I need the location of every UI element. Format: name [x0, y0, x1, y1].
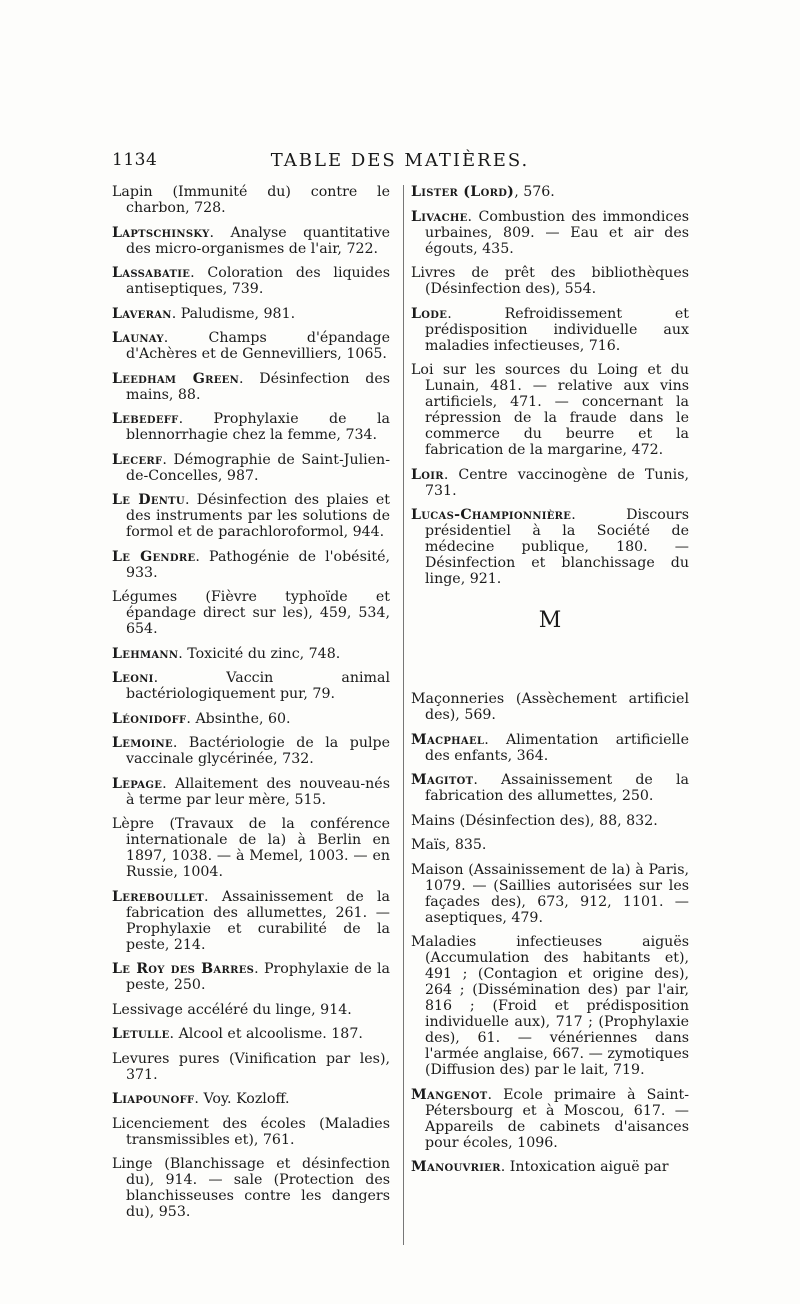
index-entry [411, 467, 689, 499]
index-entry [112, 589, 390, 637]
entry-author-name: Lehmann [112, 645, 179, 662]
entry-text: . Pathogénie de l'obésité, 933. [126, 548, 390, 581]
index-entry [411, 691, 689, 723]
index-entry [112, 711, 390, 727]
entry-text: . Alimentation artificielle des enfants, 364. [425, 731, 689, 764]
index-entry [112, 1051, 390, 1083]
entry-text: . Combustion des immondices urbaines, 809. — Eau et air des égouts, 435. [425, 208, 689, 257]
index-entry [411, 507, 689, 587]
index-entry [112, 330, 390, 362]
entry-author-name: Lode [411, 305, 448, 322]
entry-author-name: Le Roy des Barres [112, 961, 255, 977]
entry-text: . Refroidissement et prédisposition individuelle aux maladies infectieuses, 716. [425, 305, 689, 354]
index-entry [411, 813, 689, 829]
index-entry [411, 772, 689, 804]
entry-text: . Désinfection des plaies et des instruments par les solutions de formol et de parachloroformol, 944. [126, 492, 391, 540]
entry-text: Loi sur les sources du Loing et du Lunain, 481. — relative aux vins artificiels, 471. — concernant la répression de la fraude dans le commerce du beurre et la fabrication de la margarine, 472. [411, 362, 689, 458]
entry-author-name: Lecerf [112, 451, 163, 468]
entry-author-name: Le Gendre [112, 548, 196, 565]
entry-author-name: Launay [112, 330, 164, 346]
entry-author-name: Le Dentu [112, 492, 185, 508]
entry-text: Lapin (Immunité du) contre le charbon, 728. [112, 184, 390, 216]
index-entry [112, 776, 390, 808]
entry-text: . Voy. Kozloff. [194, 1091, 290, 1107]
entry-text: . Prophylaxie de la peste, 250. [126, 961, 390, 993]
entry-author-name: Lucas-Championnière [411, 507, 572, 523]
entry-text: . Champs d'épandage d'Achères et de Gennevilliers, 1065. [126, 330, 390, 362]
entry-author-name: Leoni [112, 670, 154, 686]
index-entry [112, 184, 390, 216]
entry-author-name: Magitot [411, 772, 474, 788]
entry-text: . Intoxication aiguë par [500, 1159, 669, 1175]
entry-text: . Alcool et alcoolisme. 187. [169, 1026, 363, 1042]
entry-author-name: Laveran [112, 305, 172, 322]
index-entry [112, 670, 390, 702]
entry-text: . Centre vaccinogène de Tunis, 731. [425, 466, 689, 499]
entry-author-name: Livache [411, 208, 468, 225]
entry-text: Maison (Assainissement de la) à Paris, 1079. — (Saillies autorisées sur les façades des), 673, 912, 1101. — aseptiques, 479. [411, 861, 689, 926]
index-entry [112, 371, 390, 403]
index-entry [411, 732, 689, 764]
entry-author-name: Laptschinsky [112, 224, 210, 241]
index-entry [411, 306, 689, 354]
right-column [411, 184, 689, 1184]
entry-author-name: Letulle [112, 1026, 170, 1042]
entry-text: Maçonneries (Assèchement artificiel des), 569. [411, 691, 689, 723]
entry-text: Lessivage accéléré du linge, 914. [112, 1001, 352, 1018]
page-number: 1134 [112, 150, 158, 170]
index-entry [411, 362, 689, 458]
entry-text: . Paludisme, 981. [171, 305, 296, 322]
entry-text: . Vaccin animal bactériologiquement pur, 79. [126, 670, 390, 702]
entry-text: . Assainissement de la fabrication des allumettes, 250. [425, 772, 689, 804]
entry-author-name: Leedham Green [112, 370, 240, 387]
column-divider [403, 185, 404, 1245]
index-entry [411, 837, 689, 853]
entry-text: . Coloration des liquides antiseptiques, 739. [126, 265, 390, 297]
entry-author-name: Lereboullet [112, 888, 205, 905]
index-entry [411, 1087, 689, 1151]
entry-text: . Bactériologie de la pulpe vaccinale glycérinée, 732. [126, 735, 390, 767]
index-entry [112, 411, 390, 443]
entry-author-name: Lemoine [112, 735, 173, 751]
entry-author-name: Loir [411, 466, 444, 483]
left-column [112, 184, 390, 1229]
right-column-bottom-entries [411, 691, 689, 1175]
entry-author-name: Manouvrier [411, 1159, 501, 1175]
entry-text: Linge (Blanchissage et désinfection du), 914. — sale (Protection des blanchisseuses contre les dangers du), 953. [112, 1156, 390, 1220]
entry-author-name: Lister (Lord) [411, 184, 515, 200]
page-header [112, 150, 688, 176]
index-entry [112, 265, 390, 297]
index-entry [411, 209, 689, 257]
index-entry [112, 306, 390, 322]
index-entry [112, 646, 390, 662]
entry-text: Licenciement des écoles (Maladies transmissibles et), 761. [112, 1115, 390, 1148]
index-entry [112, 1156, 390, 1220]
index-entry [411, 934, 689, 1078]
entry-text: . Toxicité du zinc, 748. [178, 645, 341, 662]
index-entry [112, 1026, 390, 1042]
index-entry [112, 1091, 390, 1107]
entry-text: . Discours présidentiel à la Société de médecine publique, 180. — Désinfection et blanchissage du linge, 921. [425, 507, 689, 587]
entry-author-name: Lebedeff [112, 411, 179, 427]
index-entry [112, 889, 390, 953]
index-entry [112, 492, 390, 540]
entry-text: Levures pures (Vinification par les), 371. [112, 1050, 390, 1083]
entry-text: . Analyse quantitative des micro-organismes de l'air, 722. [126, 224, 390, 257]
entry-author-name: Lepage [112, 775, 163, 792]
index-entry [411, 265, 689, 297]
entry-text: . Ecole primaire à Saint-Pétersbourg et à Moscou, 617. — Appareils de cabinets d'aisances pour écoles, 1096. [425, 1086, 689, 1151]
entry-text: Maïs, 835. [411, 837, 487, 853]
entry-text: . Assainissement de la fabrication des allumettes, 261. — Prophylaxie et curabilité de la peste, 214. [126, 888, 390, 953]
index-entry [112, 961, 390, 993]
index-entry [112, 1002, 390, 1018]
index-entry [112, 549, 390, 581]
entry-author-name: Mangenot [411, 1086, 488, 1103]
index-entry [112, 452, 390, 484]
index-entry [411, 184, 689, 200]
index-entry [411, 862, 689, 926]
right-column-top-entries [411, 184, 689, 587]
running-title: TABLE DES MATIÈRES. [270, 150, 530, 171]
entry-text: . Prophylaxie de la blennorrhagie chez la femme, 734. [126, 411, 390, 443]
entry-author-name: Macphael [411, 731, 485, 748]
index-entry [112, 225, 390, 257]
entry-text: . Allaitement des nouveau-nés à terme par leur mère, 515. [126, 775, 390, 808]
entry-text: Maladies infectieuses aiguës (Accumulation des habitants et), 491 ; (Contagion et origine des), 264 ; (Dissémination des) par l'air, 816 ; (Froid et prédisposition individuelle aux), 717 ; (Prophylaxie des), 61. — vénériennes dans l'armée anglaise, 667. — zymotiques (Diffusion des) par le lait, 719. [411, 934, 689, 1078]
section-letter: M [538, 608, 562, 633]
entry-author-name: Léonidoff [112, 710, 187, 727]
entry-text: Légumes (Fièvre typhoïde et épandage direct sur les), 459, 534, 654. [112, 589, 390, 637]
index-entry [112, 816, 390, 880]
entry-text: . Désinfection des mains, 88. [126, 370, 390, 403]
entry-text: Mains (Désinfection des), 88, 832. [411, 812, 658, 829]
entry-text: Lèpre (Travaux de la conférence internationale de la) à Berlin en 1897, 1038. — à Memel, 1003. — en Russie, 1004. [112, 816, 390, 880]
entry-author-name: Liapounoff [112, 1091, 195, 1107]
index-entry [112, 735, 390, 767]
index-entry [112, 1116, 390, 1148]
index-entry [411, 1159, 689, 1175]
entry-text: . Absinthe, 60. [186, 710, 291, 727]
entry-text: , 576. [514, 184, 555, 200]
entry-author-name: Lassabatie [112, 265, 191, 281]
entry-text: Livres de prêt des bibliothèques (Désinfection des), 554. [411, 265, 689, 297]
entry-text: . Démographie de Saint-Julien-de-Concelles, 987. [126, 451, 390, 484]
